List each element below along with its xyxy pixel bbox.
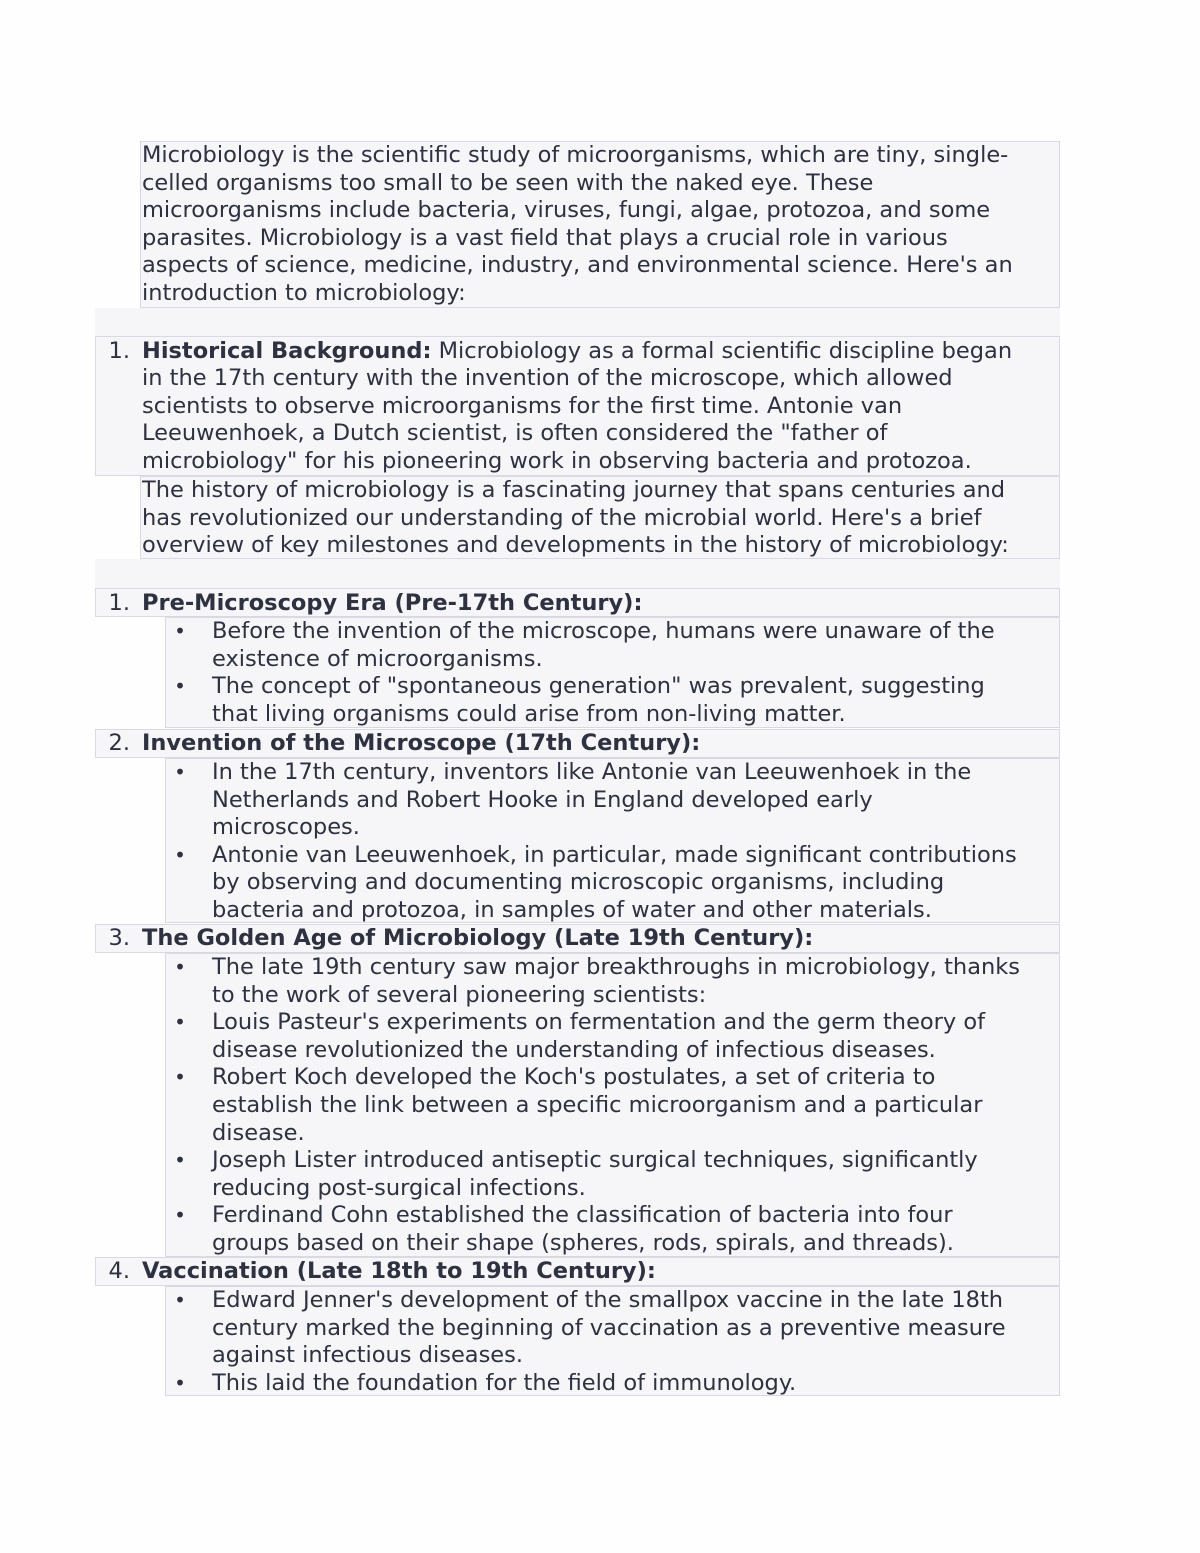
list-number: 1.: [108, 589, 130, 616]
section-heading: [142, 925, 813, 953]
bullet-line: Netherlands and Robert Hooke in England developed early: [212, 786, 873, 813]
bullet-line: against infectious diseases.: [212, 1342, 524, 1369]
historical-first-line: [142, 338, 1012, 366]
history-intro-line: overview of key milestones and developments in the history of microbiology:: [142, 532, 1009, 559]
bullet-icon: •: [174, 1203, 186, 1228]
section-heading-text: Pre-Microscopy Era (Pre-17th Century):: [142, 589, 643, 616]
bullet-line: existence of microorganisms.: [212, 645, 543, 672]
intro-line: celled organisms too small to be seen with the naked eye. These: [142, 169, 874, 196]
bullet-line: The concept of "spontaneous generation" was prevalent, suggesting: [212, 673, 985, 700]
section-heading: [142, 1258, 656, 1286]
bullet-line: Ferdinand Cohn established the classification of bacteria into four: [212, 1202, 953, 1229]
bullet-line: that living organisms could arise from non-living matter.: [212, 700, 846, 727]
bullet-icon: •: [174, 1148, 186, 1173]
bullet-icon: •: [174, 760, 186, 784]
section-heading-text: Vaccination (Late 18th to 19th Century):: [142, 1258, 656, 1284]
list-number: 2.: [108, 730, 130, 756]
historical-line: Leeuwenhoek, a Dutch scientist, is often considered the "father of: [142, 420, 888, 447]
bullet-line: Joseph Lister introduced antiseptic surgical techniques, significantly: [212, 1147, 978, 1174]
bullet-icon: •: [174, 842, 186, 867]
spacer-box: [95, 308, 1060, 336]
bullet-icon: •: [174, 674, 186, 699]
spacer-box: [95, 559, 1060, 588]
intro-line: aspects of science, medicine, industry, and environmental science. Here's an: [142, 252, 1013, 279]
list-number: 1.: [108, 337, 130, 364]
bullet-line: reducing post-surgical infections.: [212, 1174, 586, 1201]
bullet-icon: •: [174, 1010, 186, 1035]
bullet-icon: •: [174, 1370, 186, 1395]
historical-line: microbiology" for his pioneering work in observing bacteria and protozoa.: [142, 447, 972, 474]
bullet-line: bacteria and protozoa, in samples of water and other materials.: [212, 897, 932, 923]
list-number: 4.: [108, 1258, 130, 1284]
historical-line: scientists to observe microorganisms for the first time. Antonie van: [142, 392, 903, 419]
bullet-line: century marked the beginning of vaccination as a preventive measure: [212, 1314, 1006, 1341]
bullet-line: Robert Koch developed the Koch's postulates, a set of criteria to: [212, 1064, 936, 1091]
bullet-line: Edward Jenner's development of the smallpox vaccine in the late 18th: [212, 1287, 1004, 1313]
bullet-line: Before the invention of the microscope, humans were unaware of the: [212, 618, 995, 644]
section-heading: [142, 590, 642, 618]
bullet-line: by observing and documenting microscopic organisms, including: [212, 869, 945, 896]
section-heading-text: Invention of the Microscope (17th Century):: [142, 730, 701, 756]
bullet-icon: •: [174, 955, 186, 979]
bullet-icon: •: [174, 1288, 186, 1312]
bullet-line: This laid the foundation for the field of immunology.: [212, 1369, 797, 1396]
bullet-icon: •: [174, 1065, 186, 1090]
historical-line: in the 17th century with the invention of the microscope, which allowed: [142, 365, 953, 392]
bullet-line: Louis Pasteur's experiments on fermentation and the germ theory of: [212, 1009, 986, 1036]
intro-line: parasites. Microbiology is a vast field that plays a crucial role in various: [142, 224, 948, 251]
section-heading: [142, 730, 700, 758]
bullet-line: to the work of several pioneering scientists:: [212, 981, 707, 1008]
history-intro-line: The history of microbiology is a fascinating journey that spans centuries and: [142, 477, 1006, 503]
bullet-line: The late 19th century saw major breakthroughs in microbiology, thanks: [212, 954, 1020, 980]
historical-first-line-text: Microbiology as a formal scientific discipline began: [431, 337, 1013, 364]
bullet-line: groups based on their shape (spheres, rods, spirals, and threads).: [212, 1230, 954, 1256]
intro-line: microorganisms include bacteria, viruses, fungi, algae, protozoa, and some: [142, 197, 991, 224]
bullet-icon: •: [174, 619, 186, 643]
intro-line: Microbiology is the scientific study of microorganisms, which are tiny, single-: [142, 142, 1009, 168]
historical-heading: Historical Background:: [142, 337, 432, 364]
bullet-line: In the 17th century, inventors like Antonie van Leeuwenhoek in the: [212, 759, 972, 785]
list-number: 3.: [108, 925, 130, 951]
bullet-line: microscopes.: [212, 814, 360, 841]
bullet-line: establish the link between a specific microorganism and a particular: [212, 1092, 983, 1118]
bullet-line: disease revolutionized the understanding of infectious diseases.: [212, 1036, 936, 1063]
intro-line: introduction to microbiology:: [142, 280, 466, 306]
section-heading-text: The Golden Age of Microbiology (Late 19th Century):: [142, 925, 814, 951]
bullet-line: disease.: [212, 1119, 305, 1146]
bullet-line: Antonie van Leeuwenhoek, in particular, made significant contributions: [212, 841, 1017, 868]
history-intro-line: has revolutionized our understanding of the microbial world. Here's a brief: [142, 504, 982, 531]
